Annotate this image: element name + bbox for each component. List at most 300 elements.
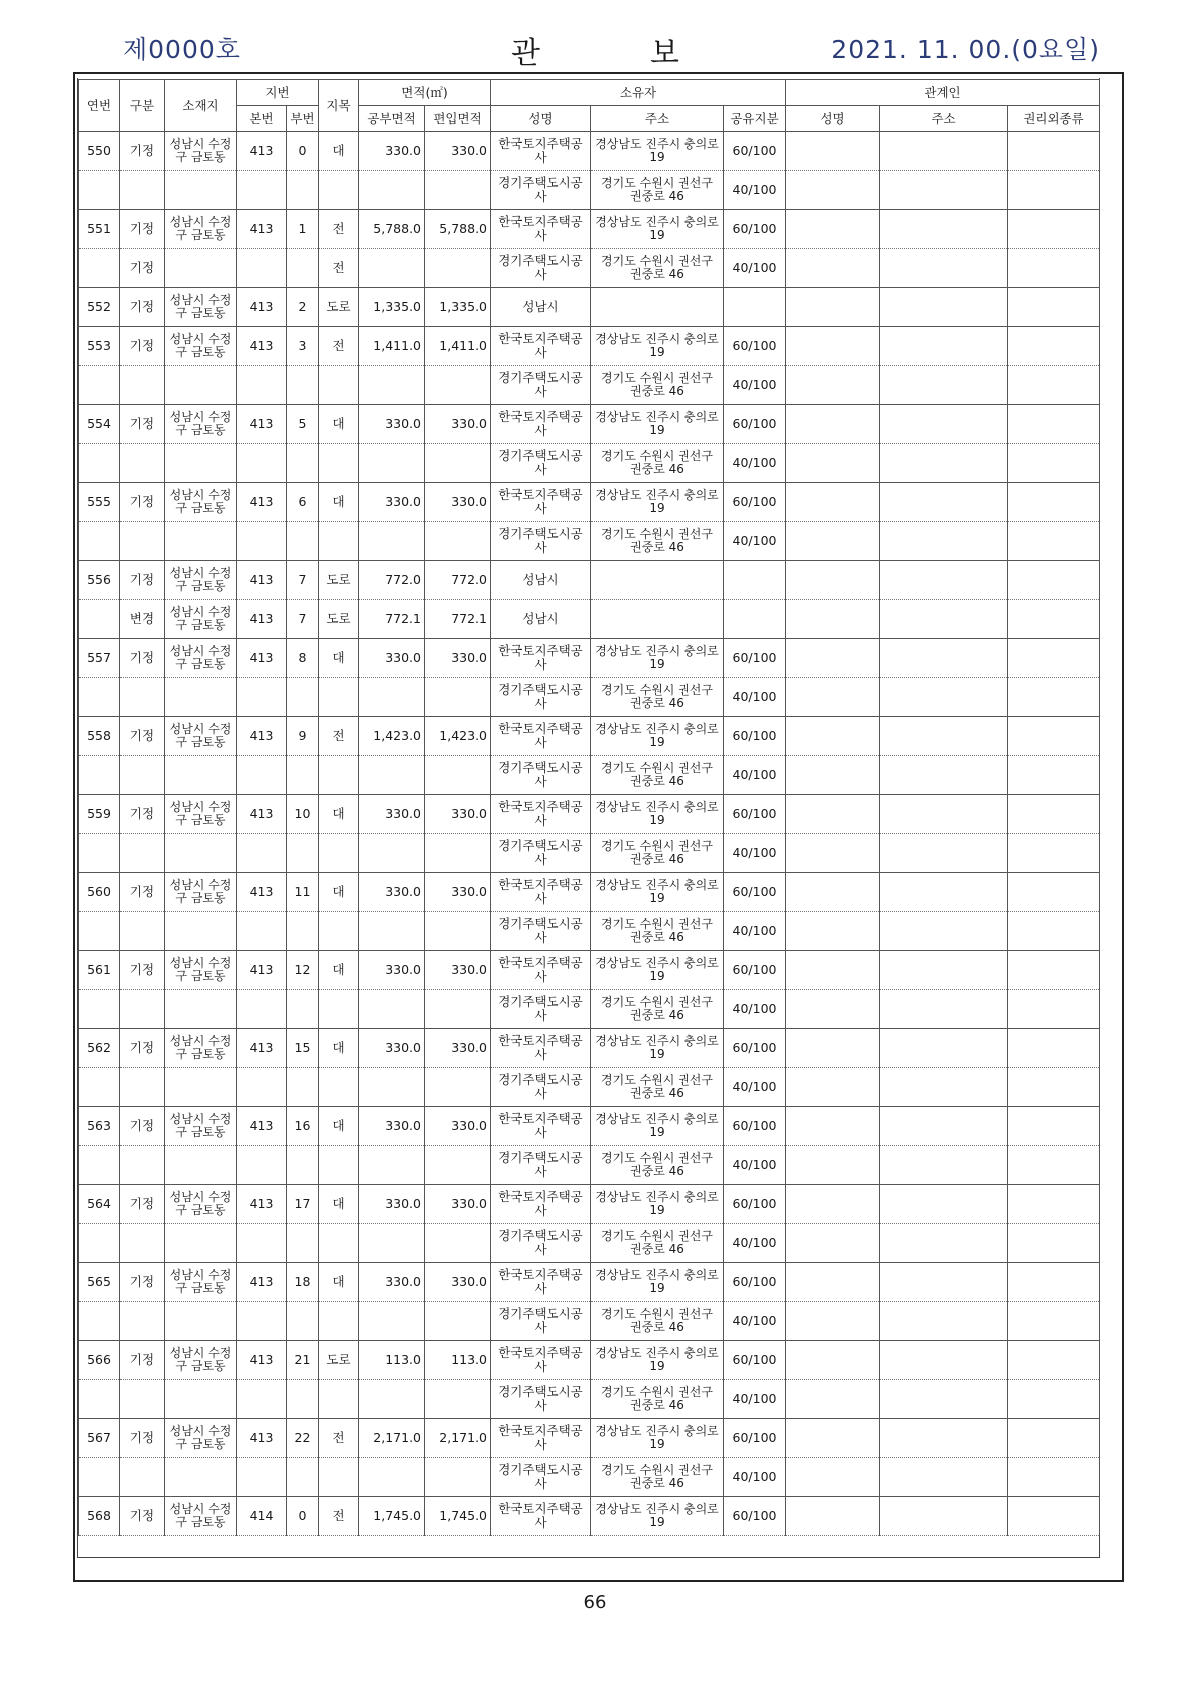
cell-rel-name	[786, 366, 880, 405]
cell-owner-share: 40/100	[724, 834, 786, 873]
table-row	[79, 1146, 1100, 1185]
cell-lot-main: 413	[237, 1419, 287, 1458]
cell-area-public	[359, 249, 425, 288]
cell-category: 기정	[120, 210, 165, 249]
cell-land-type: 전	[319, 1497, 359, 1536]
cell-category: 기정	[120, 288, 165, 327]
cell-rel-name	[786, 288, 880, 327]
cell-category	[120, 366, 165, 405]
cell-category	[120, 522, 165, 561]
cell-location: 성남시 수정구 금토동	[165, 717, 237, 756]
cell-rel-right	[1008, 288, 1100, 327]
cell-rel-address	[880, 522, 1008, 561]
cell-serial: 550	[79, 132, 120, 171]
cell-owner-name: 성남시	[491, 561, 591, 600]
cell-area-included	[425, 1224, 491, 1263]
cell-lot-sub	[287, 756, 319, 795]
cell-rel-name	[786, 132, 880, 171]
cell-owner-share: 60/100	[724, 327, 786, 366]
cell-serial: 555	[79, 483, 120, 522]
cell-category	[120, 678, 165, 717]
cell-serial	[79, 678, 120, 717]
cell-rel-right	[1008, 951, 1100, 990]
cell-location: 성남시 수정구 금토동	[165, 1107, 237, 1146]
cell-rel-name	[786, 561, 880, 600]
cell-rel-address	[880, 717, 1008, 756]
cell-area-included: 2,171.0	[425, 1419, 491, 1458]
cell-lot-sub: 0	[287, 1497, 319, 1536]
cell-rel-right	[1008, 1458, 1100, 1497]
cell-category: 기정	[120, 483, 165, 522]
table-row	[79, 756, 1100, 795]
cell-owner-share: 60/100	[724, 873, 786, 912]
col-owner: 소유자	[491, 80, 786, 106]
cell-rel-name	[786, 405, 880, 444]
cell-rel-address	[880, 951, 1008, 990]
cell-land-type	[319, 366, 359, 405]
table-row	[79, 210, 1100, 249]
cell-area-public: 330.0	[359, 639, 425, 678]
cell-rel-right	[1008, 366, 1100, 405]
cell-rel-right	[1008, 1263, 1100, 1302]
cell-rel-address	[880, 1068, 1008, 1107]
cell-lot-main: 413	[237, 132, 287, 171]
cell-category: 기정	[120, 1497, 165, 1536]
cell-rel-right	[1008, 1302, 1100, 1341]
cell-area-included	[425, 1068, 491, 1107]
cell-land-type	[319, 522, 359, 561]
cell-serial	[79, 912, 120, 951]
cell-category	[120, 1380, 165, 1419]
cell-lot-sub	[287, 522, 319, 561]
cell-category	[120, 990, 165, 1029]
cell-serial	[79, 1380, 120, 1419]
cell-serial: 559	[79, 795, 120, 834]
table-row	[79, 1302, 1100, 1341]
cell-area-included: 772.1	[425, 600, 491, 639]
cell-owner-share: 40/100	[724, 990, 786, 1029]
cell-lot-main: 413	[237, 405, 287, 444]
cell-serial: 564	[79, 1185, 120, 1224]
cell-rel-address	[880, 132, 1008, 171]
cell-location: 성남시 수정구 금토동	[165, 1185, 237, 1224]
cell-owner-name: 경기주택도시공사	[491, 522, 591, 561]
cell-owner-name: 한국토지주택공사	[491, 1029, 591, 1068]
cell-rel-address	[880, 639, 1008, 678]
cell-lot-sub	[287, 990, 319, 1029]
cell-owner-name: 한국토지주택공사	[491, 327, 591, 366]
cell-land-type: 전	[319, 327, 359, 366]
cell-owner-share	[724, 600, 786, 639]
cell-owner-address: 경기도 수원시 권선구 권중로 46	[591, 1302, 724, 1341]
cell-rel-right	[1008, 639, 1100, 678]
cell-owner-name: 경기주택도시공사	[491, 366, 591, 405]
cell-lot-main	[237, 912, 287, 951]
cell-lot-sub: 0	[287, 132, 319, 171]
cell-rel-name	[786, 327, 880, 366]
cell-rel-right	[1008, 1068, 1100, 1107]
cell-area-public: 5,788.0	[359, 210, 425, 249]
cell-owner-address: 경상남도 진주시 충의로 19	[591, 1341, 724, 1380]
cell-location	[165, 444, 237, 483]
cell-rel-address	[880, 288, 1008, 327]
cell-category: 기정	[120, 639, 165, 678]
cell-area-public	[359, 1224, 425, 1263]
cell-rel-address	[880, 210, 1008, 249]
cell-area-included: 772.0	[425, 561, 491, 600]
cell-owner-name: 한국토지주택공사	[491, 1107, 591, 1146]
cell-owner-share: 40/100	[724, 249, 786, 288]
cell-rel-right	[1008, 678, 1100, 717]
cell-category	[120, 834, 165, 873]
cell-rel-right	[1008, 1146, 1100, 1185]
cell-lot-main: 413	[237, 639, 287, 678]
cell-serial: 558	[79, 717, 120, 756]
cell-lot-sub	[287, 1380, 319, 1419]
cell-serial: 563	[79, 1107, 120, 1146]
cell-serial: 562	[79, 1029, 120, 1068]
cell-area-public	[359, 1458, 425, 1497]
table-row	[79, 1380, 1100, 1419]
cell-rel-address	[880, 834, 1008, 873]
cell-area-included	[425, 990, 491, 1029]
cell-land-type	[319, 1068, 359, 1107]
cell-location: 성남시 수정구 금토동	[165, 1263, 237, 1302]
cell-rel-address	[880, 1302, 1008, 1341]
cell-land-type	[319, 1302, 359, 1341]
cell-rel-name	[786, 522, 880, 561]
cell-category: 기정	[120, 717, 165, 756]
cell-owner-name: 한국토지주택공사	[491, 1497, 591, 1536]
cell-owner-address: 경기도 수원시 권선구 권중로 46	[591, 444, 724, 483]
cell-rel-address	[880, 1458, 1008, 1497]
cell-rel-name	[786, 834, 880, 873]
cell-lot-main	[237, 249, 287, 288]
col-area: 면적(㎡)	[359, 80, 491, 106]
cell-owner-share: 40/100	[724, 756, 786, 795]
cell-category	[120, 1302, 165, 1341]
cell-rel-name	[786, 1419, 880, 1458]
cell-rel-address	[880, 1107, 1008, 1146]
cell-rel-right	[1008, 990, 1100, 1029]
cell-rel-address	[880, 873, 1008, 912]
cell-rel-right	[1008, 1341, 1100, 1380]
cell-owner-share: 60/100	[724, 1263, 786, 1302]
cell-location	[165, 1068, 237, 1107]
table-row	[79, 1263, 1100, 1302]
cell-category: 기정	[120, 405, 165, 444]
cell-rel-address	[880, 678, 1008, 717]
cell-owner-address: 경기도 수원시 권선구 권중로 46	[591, 1380, 724, 1419]
cell-serial	[79, 366, 120, 405]
cell-location	[165, 171, 237, 210]
table-row	[79, 717, 1100, 756]
cell-rel-name	[786, 873, 880, 912]
cell-area-included	[425, 444, 491, 483]
cell-land-type: 대	[319, 132, 359, 171]
cell-area-public: 772.0	[359, 561, 425, 600]
cell-area-public	[359, 1302, 425, 1341]
col-area-included: 편입면적	[425, 106, 491, 132]
cell-rel-right	[1008, 249, 1100, 288]
cell-rel-right	[1008, 1107, 1100, 1146]
table-row	[79, 990, 1100, 1029]
cell-rel-address	[880, 249, 1008, 288]
cell-location: 성남시 수정구 금토동	[165, 600, 237, 639]
cell-rel-name	[786, 1185, 880, 1224]
cell-category	[120, 912, 165, 951]
cell-rel-address	[880, 483, 1008, 522]
cell-rel-right	[1008, 1029, 1100, 1068]
cell-owner-address: 경상남도 진주시 충의로 19	[591, 210, 724, 249]
cell-area-included: 113.0	[425, 1341, 491, 1380]
cell-category	[120, 756, 165, 795]
table-row	[79, 444, 1100, 483]
cell-category: 기정	[120, 1185, 165, 1224]
cell-location: 성남시 수정구 금토동	[165, 1497, 237, 1536]
gazette-title-left: 관	[511, 36, 540, 71]
cell-area-public: 330.0	[359, 405, 425, 444]
cell-location: 성남시 수정구 금토동	[165, 951, 237, 990]
cell-owner-name: 한국토지주택공사	[491, 717, 591, 756]
table-row	[79, 795, 1100, 834]
cell-rel-name	[786, 990, 880, 1029]
cell-area-included: 330.0	[425, 873, 491, 912]
cell-rel-right	[1008, 717, 1100, 756]
col-rel-right: 권리외종류	[1008, 106, 1100, 132]
table-row	[79, 1107, 1100, 1146]
cell-owner-name: 한국토지주택공사	[491, 132, 591, 171]
cell-land-type: 대	[319, 1263, 359, 1302]
cell-area-public	[359, 1380, 425, 1419]
cell-land-type	[319, 990, 359, 1029]
cell-serial	[79, 756, 120, 795]
cell-serial	[79, 990, 120, 1029]
cell-rel-name	[786, 249, 880, 288]
cell-location	[165, 990, 237, 1029]
cell-lot-main: 413	[237, 1185, 287, 1224]
cell-owner-address: 경상남도 진주시 충의로 19	[591, 717, 724, 756]
cell-rel-address	[880, 444, 1008, 483]
cell-lot-main	[237, 834, 287, 873]
cell-area-public	[359, 1068, 425, 1107]
table-row	[79, 1224, 1100, 1263]
page-number: 66	[583, 1592, 607, 1613]
cell-serial: 561	[79, 951, 120, 990]
cell-owner-address: 경상남도 진주시 충의로 19	[591, 795, 724, 834]
cell-owner-address: 경기도 수원시 권선구 권중로 46	[591, 171, 724, 210]
col-owner-address: 주소	[591, 106, 724, 132]
table-row	[79, 288, 1100, 327]
cell-lot-sub: 2	[287, 288, 319, 327]
cell-lot-sub: 16	[287, 1107, 319, 1146]
cell-owner-share: 40/100	[724, 366, 786, 405]
cell-rel-name	[786, 600, 880, 639]
cell-lot-sub: 11	[287, 873, 319, 912]
cell-area-included	[425, 366, 491, 405]
cell-area-included	[425, 678, 491, 717]
cell-owner-share: 60/100	[724, 210, 786, 249]
cell-rel-name	[786, 210, 880, 249]
cell-owner-name: 경기주택도시공사	[491, 249, 591, 288]
cell-rel-right	[1008, 444, 1100, 483]
table-row	[79, 1341, 1100, 1380]
cell-lot-sub: 18	[287, 1263, 319, 1302]
cell-rel-right	[1008, 1497, 1100, 1536]
table-row	[79, 1068, 1100, 1107]
cell-rel-name	[786, 1380, 880, 1419]
cell-rel-address	[880, 561, 1008, 600]
table-row	[79, 522, 1100, 561]
cell-lot-main: 414	[237, 1497, 287, 1536]
cell-owner-name: 한국토지주택공사	[491, 1185, 591, 1224]
col-owner-share: 공유지분	[724, 106, 786, 132]
cell-owner-name: 한국토지주택공사	[491, 1341, 591, 1380]
cell-area-included	[425, 249, 491, 288]
cell-rel-right	[1008, 834, 1100, 873]
cell-location	[165, 756, 237, 795]
cell-area-public: 330.0	[359, 795, 425, 834]
cell-owner-address	[591, 561, 724, 600]
cell-area-included	[425, 1380, 491, 1419]
cell-land-type: 전	[319, 249, 359, 288]
cell-area-public: 772.1	[359, 600, 425, 639]
cell-rel-right	[1008, 561, 1100, 600]
cell-owner-address: 경기도 수원시 권선구 권중로 46	[591, 522, 724, 561]
cell-location	[165, 834, 237, 873]
cell-lot-main	[237, 1380, 287, 1419]
cell-category: 기정	[120, 132, 165, 171]
cell-owner-share: 60/100	[724, 1107, 786, 1146]
cell-owner-share: 60/100	[724, 132, 786, 171]
cell-location: 성남시 수정구 금토동	[165, 327, 237, 366]
cell-lot-main: 413	[237, 327, 287, 366]
cell-land-type	[319, 1458, 359, 1497]
cell-lot-main: 413	[237, 210, 287, 249]
cell-lot-main: 413	[237, 561, 287, 600]
cell-land-type: 대	[319, 405, 359, 444]
cell-owner-share: 60/100	[724, 1185, 786, 1224]
cell-serial: 565	[79, 1263, 120, 1302]
cell-owner-name: 한국토지주택공사	[491, 795, 591, 834]
col-owner-name: 성명	[491, 106, 591, 132]
cell-owner-address: 경상남도 진주시 충의로 19	[591, 951, 724, 990]
cell-rel-right	[1008, 912, 1100, 951]
table-row	[79, 1185, 1100, 1224]
cell-owner-name: 성남시	[491, 288, 591, 327]
cell-area-public: 330.0	[359, 1107, 425, 1146]
cell-owner-name: 한국토지주택공사	[491, 1263, 591, 1302]
cell-rel-right	[1008, 405, 1100, 444]
cell-rel-name	[786, 912, 880, 951]
cell-rel-name	[786, 1263, 880, 1302]
cell-lot-main	[237, 756, 287, 795]
cell-land-type: 대	[319, 1107, 359, 1146]
cell-owner-address: 경기도 수원시 권선구 권중로 46	[591, 990, 724, 1029]
cell-area-included: 330.0	[425, 795, 491, 834]
table-row	[79, 834, 1100, 873]
cell-lot-main: 413	[237, 873, 287, 912]
cell-rel-address	[880, 366, 1008, 405]
cell-owner-name: 한국토지주택공사	[491, 1419, 591, 1458]
cell-serial: 567	[79, 1419, 120, 1458]
cell-owner-address: 경상남도 진주시 충의로 19	[591, 483, 724, 522]
cell-owner-share: 60/100	[724, 1497, 786, 1536]
col-land-type: 지목	[319, 80, 359, 132]
cell-area-included	[425, 522, 491, 561]
cell-area-public: 330.0	[359, 1029, 425, 1068]
cell-land-type: 대	[319, 639, 359, 678]
cell-rel-address	[880, 1263, 1008, 1302]
cell-owner-address: 경기도 수원시 권선구 권중로 46	[591, 678, 724, 717]
table-row	[79, 873, 1100, 912]
cell-rel-name	[786, 1107, 880, 1146]
cell-serial	[79, 522, 120, 561]
cell-owner-share: 40/100	[724, 1146, 786, 1185]
cell-lot-main: 413	[237, 951, 287, 990]
cell-rel-right	[1008, 756, 1100, 795]
cell-lot-sub: 12	[287, 951, 319, 990]
issue-date: 2021. 11. 00.(0요일)	[831, 35, 1100, 64]
cell-lot-sub: 10	[287, 795, 319, 834]
cell-owner-address: 경기도 수원시 권선구 권중로 46	[591, 366, 724, 405]
cell-serial	[79, 1224, 120, 1263]
table-row	[79, 1419, 1100, 1458]
cell-area-public	[359, 756, 425, 795]
cell-rel-right	[1008, 132, 1100, 171]
table-row	[79, 561, 1100, 600]
cell-lot-sub: 3	[287, 327, 319, 366]
cell-area-public	[359, 444, 425, 483]
cell-lot-sub	[287, 1458, 319, 1497]
cell-owner-name: 성남시	[491, 600, 591, 639]
cell-owner-address: 경상남도 진주시 충의로 19	[591, 327, 724, 366]
cell-area-included: 330.0	[425, 1107, 491, 1146]
cell-area-public: 330.0	[359, 873, 425, 912]
cell-serial	[79, 1068, 120, 1107]
cell-area-included	[425, 1458, 491, 1497]
cell-land-type	[319, 678, 359, 717]
cell-location	[165, 522, 237, 561]
table-row	[79, 600, 1100, 639]
cell-location	[165, 1224, 237, 1263]
cell-category: 기정	[120, 873, 165, 912]
cell-owner-name: 경기주택도시공사	[491, 1380, 591, 1419]
cell-category	[120, 1146, 165, 1185]
cell-serial	[79, 834, 120, 873]
cell-owner-share: 40/100	[724, 678, 786, 717]
gazette-title-right: 보	[650, 36, 679, 71]
col-serial: 연번	[79, 80, 120, 132]
cell-location: 성남시 수정구 금토동	[165, 405, 237, 444]
cell-lot-sub	[287, 678, 319, 717]
cell-lot-sub	[287, 1146, 319, 1185]
cell-category: 기정	[120, 795, 165, 834]
cell-rel-address	[880, 1224, 1008, 1263]
cell-lot-main: 413	[237, 717, 287, 756]
cell-lot-sub: 9	[287, 717, 319, 756]
cell-serial	[79, 171, 120, 210]
cell-lot-sub: 7	[287, 561, 319, 600]
cell-owner-share: 40/100	[724, 1302, 786, 1341]
cell-rel-name	[786, 717, 880, 756]
cell-lot-main	[237, 1146, 287, 1185]
cell-owner-address: 경상남도 진주시 충의로 19	[591, 1029, 724, 1068]
cell-owner-name: 한국토지주택공사	[491, 405, 591, 444]
cell-serial: 557	[79, 639, 120, 678]
cell-owner-address: 경기도 수원시 권선구 권중로 46	[591, 249, 724, 288]
cell-rel-address	[880, 1380, 1008, 1419]
